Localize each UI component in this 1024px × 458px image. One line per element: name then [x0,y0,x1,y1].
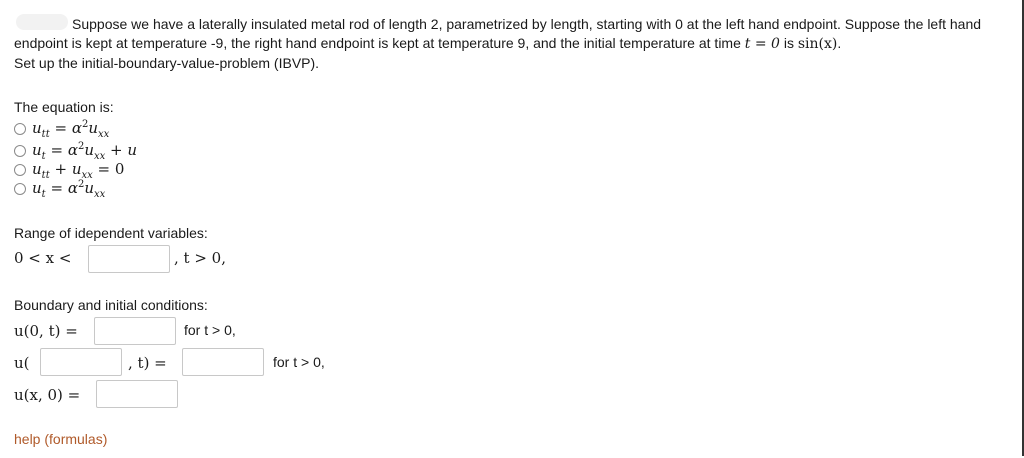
bc-row2-suffix: for t > 0, [273,354,325,370]
range-suffix: , t > 0, [174,249,226,267]
radio-button[interactable] [14,123,26,135]
bc-row2-prefix: u( [14,354,30,372]
bc-right-endpoint-field[interactable] [41,349,121,375]
range-label: Range of idependent variables: [14,225,208,241]
range-upper-input[interactable] [88,245,170,273]
problem-text-1: Suppose we have a laterally insulated metal rod of length 2, parametrized by length, starting with 0 at the left hand endpoint. Suppose the left hand [72,16,982,32]
bc-left-input[interactable] [94,317,176,345]
bc-left-field[interactable] [95,318,175,344]
help-formulas-link[interactable]: help (formulas) [14,431,108,447]
problem-text-2: endpoint is kept at temperature -9, the right hand endpoint is kept at temperature 9, and the initial temperature at time [14,35,741,51]
problem-math-t: t = 0 [744,36,780,52]
radio-button[interactable] [14,145,26,157]
bc-label: Boundary and initial conditions: [14,297,208,313]
problem-text-is: is [783,35,794,51]
bc-right-input[interactable] [182,348,264,376]
bc-row1-prefix: u(0, t) = [14,322,78,340]
equation-option-3[interactable] [14,160,124,180]
problem-line-1 [14,15,1020,34]
equation-option-text: $u_{tt} = \alpha^2u_{xx}$ [32,118,110,140]
problem-text-end: . [837,35,842,51]
bc-row3-prefix: u(x, 0) = [14,386,81,404]
bc-initial-input[interactable] [96,380,178,408]
range-upper-field[interactable] [89,246,169,272]
equation-option-text: $u_{tt} + u_{xx} = 0$ [32,159,125,181]
problem-line-2 [14,34,1020,54]
bc-initial-field[interactable] [97,381,177,407]
bc-right-endpoint-input[interactable] [40,348,122,376]
bc-row2-middle: , t) = [128,354,167,372]
bc-row1-suffix: for t > 0, [184,322,236,338]
equation-option-2[interactable] [14,141,137,161]
equation-option-text: $u_t = \alpha^2u_{xx} + u$ [32,140,138,162]
range-prefix: 0 < x < [14,249,72,267]
problem-math-sin: sin(x) [797,36,838,52]
equation-option-1[interactable] [14,119,109,139]
equation-label: The equation is: [14,99,114,115]
problem-line-3: Set up the initial-boundary-value-problem (IBVP). [14,55,320,71]
radio-button[interactable] [14,164,26,176]
problem-statement [14,15,1020,73]
equation-option-text: $u_t = \alpha^2u_{xx}$ [32,178,106,200]
equation-option-4[interactable] [14,179,105,199]
radio-button[interactable] [14,183,26,195]
bc-right-field[interactable] [183,349,263,375]
